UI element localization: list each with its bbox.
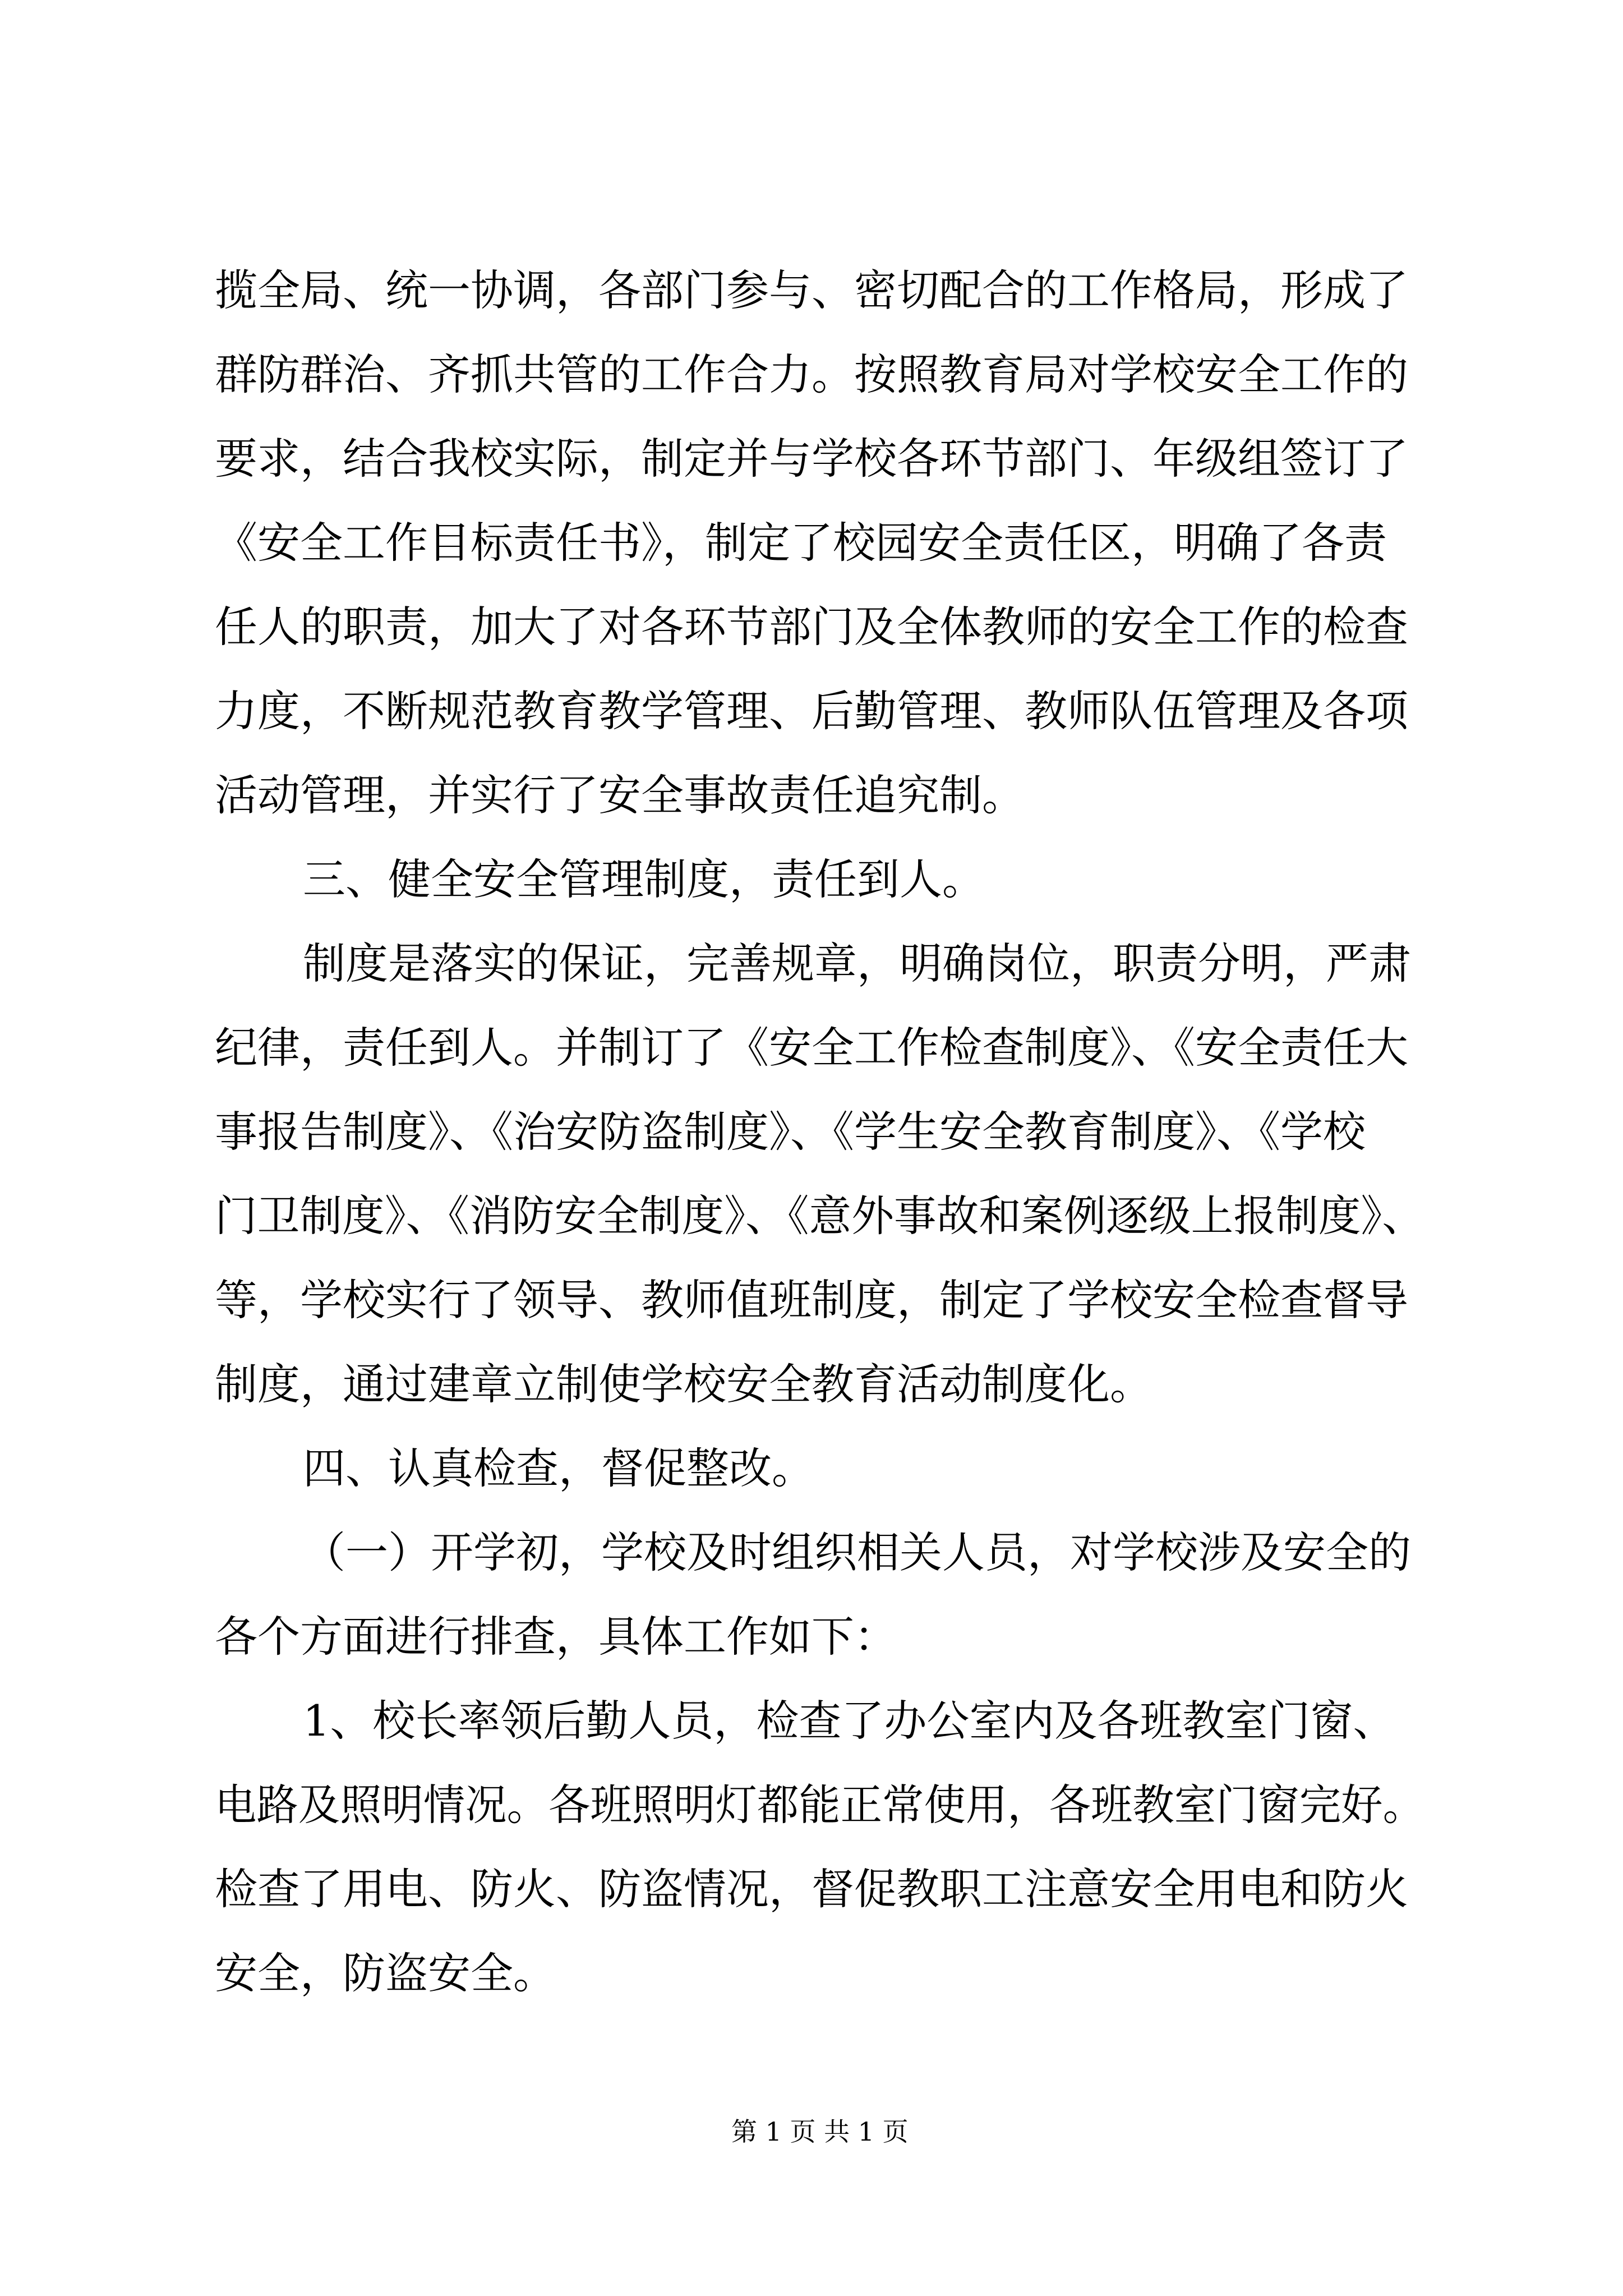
- text-line: 检查了用电、防火、防盗情况，督促教职工注意安全用电和防火: [215, 1864, 1408, 1914]
- text-line: 门卫制度》、《消防安全制度》、《意外事故和案例逐级上报制度》、: [215, 1191, 1424, 1241]
- text-line: 事报告制度》、《治安防盗制度》、《学生安全教育制度》、《学校: [215, 1107, 1366, 1157]
- text-line: 1、校长率领后勤人员，检查了办公室内及各班教室门窗、: [303, 1696, 1396, 1746]
- text-line: 《安全工作目标责任书》，制定了校园安全责任区，明确了各责: [215, 518, 1387, 568]
- text-line: 任人的职责，加大了对各环节部门及全体教师的安全工作的检查: [215, 602, 1408, 652]
- text-line: 活动管理，并实行了安全事故责任追究制。: [215, 770, 1025, 820]
- text-line: 各个方面进行排查，具体工作如下：: [215, 1612, 897, 1662]
- text-line: 等，学校实行了领导、教师值班制度，制定了学校安全检查督导: [215, 1275, 1408, 1325]
- text-line: 制度，通过建章立制使学校安全教育活动制度化。: [215, 1359, 1152, 1409]
- section-heading: 三、健全安全管理制度，责任到人。: [303, 854, 985, 904]
- text-line: 力度，不断规范教育教学管理、后勤管理、教师队伍管理及各项: [215, 686, 1408, 736]
- text-line: 制度是落实的保证，完善规章，明确岗位，职责分明，严肃: [303, 938, 1411, 988]
- page-footer: 第 1 页 共 1 页: [731, 2116, 909, 2147]
- text-line: 电路及照明情况。各班照明灯都能正常使用，各班教室门窗完好。: [215, 1780, 1425, 1830]
- text-line: 安全，防盗安全。: [215, 1948, 556, 1998]
- text-line: 揽全局、统一协调，各部门参与、密切配合的工作格局，形成了: [215, 265, 1408, 315]
- text-line: 纪律，责任到人。并制订了《安全工作检查制度》、《安全责任大: [215, 1023, 1408, 1073]
- text-line: 群防群治、齐抓共管的工作合力。按照教育局对学校安全工作的: [215, 349, 1408, 399]
- text-line: （一）开学初，学校及时组织相关人员，对学校涉及安全的: [303, 1527, 1411, 1577]
- section-heading: 四、认真检查，督促整改。: [303, 1443, 814, 1493]
- text-line: 要求，结合我校实际，制定并与学校各环节部门、年级组签订了: [215, 434, 1408, 484]
